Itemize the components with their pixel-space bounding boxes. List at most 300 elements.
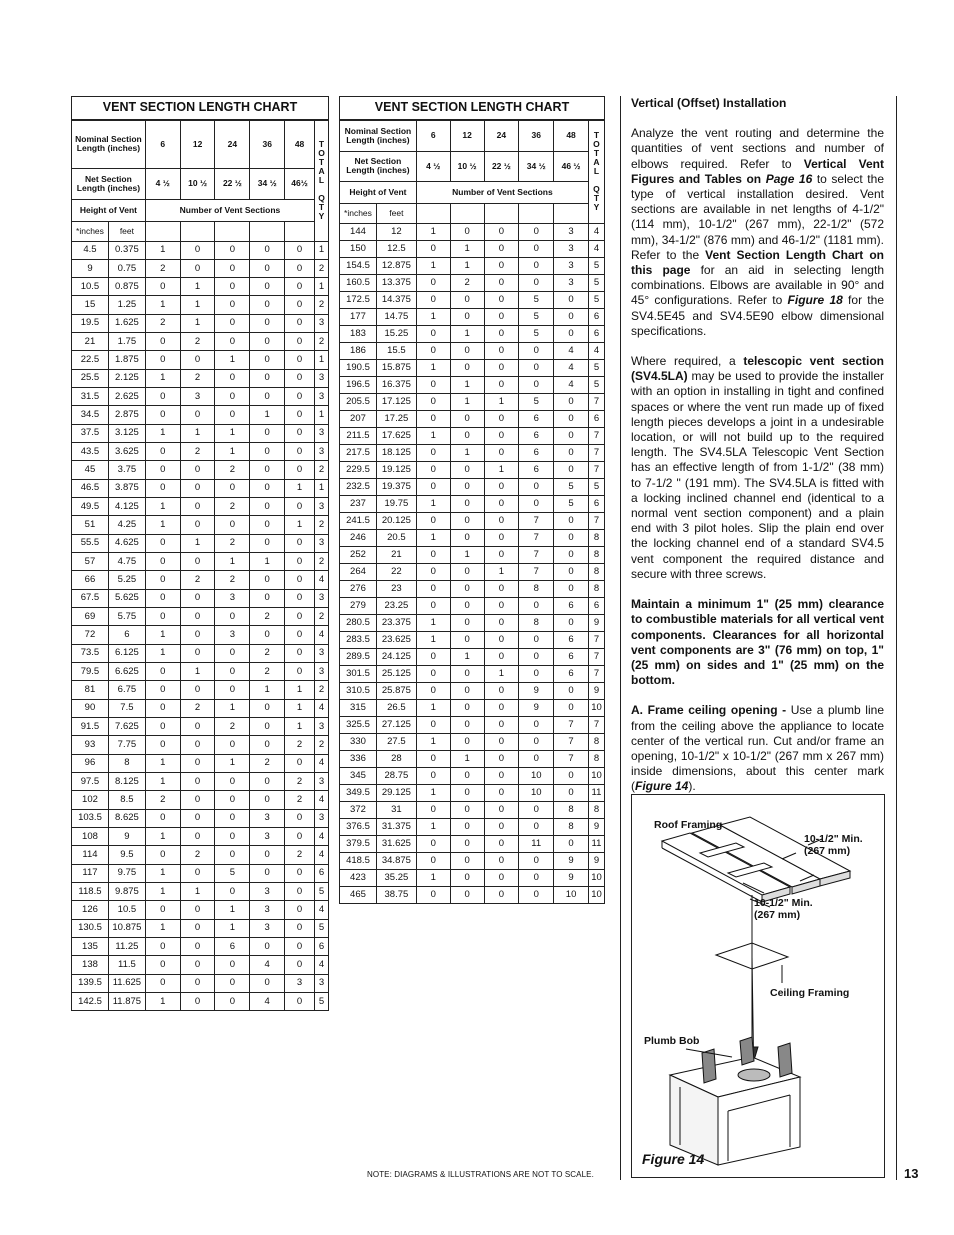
section-count-cell: 0 — [554, 563, 589, 580]
section-count-cell: 5 — [215, 864, 250, 882]
section-count-cell: 1 — [180, 663, 215, 681]
section-count-cell: 10 — [554, 886, 589, 903]
height-inches-cell: 345 — [340, 767, 377, 784]
height-feet-cell: 34.875 — [376, 852, 416, 869]
section-count-cell: 10 — [519, 784, 554, 801]
section-count-cell: 1 — [180, 296, 215, 314]
height-inches-cell: 91.5 — [72, 718, 109, 736]
section-count-cell: 0 — [215, 681, 250, 699]
height-feet-cell: 0.75 — [108, 259, 145, 277]
section-count-cell: 2 — [215, 534, 250, 552]
section-count-cell: 6 — [519, 461, 554, 478]
section-count-cell: 2 — [250, 644, 285, 662]
height-feet-cell: 8.625 — [108, 809, 145, 827]
section-count-cell: 0 — [215, 809, 250, 827]
table-row — [72, 919, 329, 937]
section-count-cell: 0 — [215, 259, 250, 277]
section-count-cell: 1 — [484, 563, 519, 580]
height-feet-cell: 8 — [108, 754, 145, 772]
total-qty-letter: T — [318, 202, 325, 213]
height-feet-cell: 14.75 — [376, 308, 416, 325]
section-count-cell: 0 — [416, 546, 450, 563]
section-count-cell: 0 — [215, 773, 250, 791]
section-count-cell: 0 — [519, 716, 554, 733]
height-feet-cell: 11.25 — [108, 937, 145, 955]
height-inches-cell: 336 — [340, 750, 377, 767]
section-count-cell: 0 — [484, 631, 519, 648]
section-count-cell: 1 — [145, 424, 180, 442]
section-count-cell: 1 — [450, 325, 484, 342]
height-inches-cell: 310.5 — [340, 682, 377, 699]
section-count-cell: 0 — [416, 716, 450, 733]
height-feet-cell: 28 — [376, 750, 416, 767]
total-qty-cell: 4 — [588, 240, 604, 257]
section-count-cell: 0 — [554, 529, 589, 546]
table-row — [340, 580, 605, 597]
section-count-cell: 0 — [416, 274, 450, 291]
section-count-cell: 3 — [215, 626, 250, 644]
section-count-cell: 0 — [180, 626, 215, 644]
section-count-cell: 9 — [519, 682, 554, 699]
total-qty-cell: 3 — [315, 644, 329, 662]
height-feet-cell: 9.75 — [108, 864, 145, 882]
section-count-cell: 0 — [215, 974, 250, 992]
section-count-cell: 1 — [416, 308, 450, 325]
section-count-cell: 0 — [416, 648, 450, 665]
section-count-cell: 0 — [285, 498, 315, 516]
section-count-cell: 0 — [215, 388, 250, 406]
section-count-cell: 0 — [285, 296, 315, 314]
height-inches-cell: 160.5 — [340, 274, 377, 291]
height-inches-cell: 34.5 — [72, 406, 109, 424]
total-qty-cell: 9 — [588, 682, 604, 699]
table-row — [72, 351, 329, 369]
section-count-cell: 0 — [250, 937, 285, 955]
table-row — [72, 699, 329, 717]
section-count-cell: 5 — [519, 308, 554, 325]
total-qty-cell: 7 — [588, 665, 604, 682]
height-inches-cell: 51 — [72, 516, 109, 534]
section-count-cell: 0 — [484, 801, 519, 818]
section-count-cell: 0 — [250, 589, 285, 607]
section-count-cell: 1 — [180, 424, 215, 442]
section-count-cell: 1 — [285, 699, 315, 717]
section-count-cell: 0 — [484, 291, 519, 308]
nominal-value: 24 — [484, 120, 519, 151]
height-feet-cell: 17.625 — [376, 427, 416, 444]
section-count-cell: 0 — [450, 597, 484, 614]
section-count-cell: 0 — [250, 864, 285, 882]
table-row — [340, 274, 605, 291]
table-row — [340, 750, 605, 767]
table-row — [72, 718, 329, 736]
section-count-cell: 0 — [285, 314, 315, 332]
height-inches-cell: 217.5 — [340, 444, 377, 461]
section-count-cell: 3 — [250, 901, 285, 919]
height-inches-cell: 418.5 — [340, 852, 377, 869]
dimension-label-top: 10-1/2" Min. (267 mm) — [804, 833, 863, 857]
height-inches-cell: 66 — [72, 571, 109, 589]
section-count-cell: 0 — [416, 563, 450, 580]
section-count-cell: 11 — [519, 835, 554, 852]
total-qty-cell: 11 — [588, 835, 604, 852]
section-count-cell: 0 — [450, 869, 484, 886]
height-inches-cell: 97.5 — [72, 773, 109, 791]
text-run: may be used to provide the installer with an option in installing in tight and confined spaces or where the vent run made up of fixed length pieces develops a joint in a undesirable location, or will not build up to the required length. The SV4.5LA Telescopic Vent Section has an effective length of from 1-1/2" (38 mm) to 7-1/2 " (191 mm). The SV4.5LA is fitted with a locking inclined channel end (identical to a normal vent section component) and a plain end with 3 pilot holes. Slip the plain end over the locking channel end of a standard SV4.5 vent component the required distance and secure with three screws. — [631, 369, 884, 581]
nominal-value: 12 — [180, 120, 215, 168]
section-count-cell: 0 — [250, 351, 285, 369]
height-feet-cell: 31.375 — [376, 818, 416, 835]
ceiling-framing-label: Ceiling Framing — [770, 987, 850, 999]
section-count-cell: 0 — [285, 589, 315, 607]
section-count-cell: 0 — [250, 388, 285, 406]
section-count-cell: 0 — [450, 529, 484, 546]
height-feet-cell: 20.125 — [376, 512, 416, 529]
total-qty-cell: 3 — [315, 424, 329, 442]
total-qty-cell: 10 — [588, 767, 604, 784]
section-count-cell: 0 — [484, 495, 519, 512]
height-inches-cell: 283.5 — [340, 631, 377, 648]
text-run: A. Frame ceiling opening - — [631, 703, 791, 718]
table-row — [72, 241, 329, 259]
section-count-cell: 0 — [416, 750, 450, 767]
section-count-cell: 0 — [416, 410, 450, 427]
section-count-cell: 0 — [519, 495, 554, 512]
section-count-cell: 5 — [554, 478, 589, 495]
height-feet-cell: 15.25 — [376, 325, 416, 342]
instructions-column — [631, 96, 884, 810]
section-count-cell: 0 — [484, 223, 519, 240]
section-count-cell: 0 — [215, 516, 250, 534]
section-count-cell: 2 — [180, 369, 215, 387]
total-qty-cell: 8 — [588, 733, 604, 750]
section-count-cell: 0 — [450, 886, 484, 903]
section-count-cell: 0 — [180, 864, 215, 882]
section-count-cell: 0 — [484, 835, 519, 852]
section-count-cell: 3 — [250, 809, 285, 827]
section-count-cell: 0 — [519, 359, 554, 376]
section-count-cell: 0 — [180, 479, 215, 497]
height-feet-cell: 27.125 — [376, 716, 416, 733]
height-feet-cell: 8.5 — [108, 791, 145, 809]
height-feet-cell: 15.875 — [376, 359, 416, 376]
table-row — [72, 974, 329, 992]
section-count-cell: 1 — [215, 424, 250, 442]
total-qty-cell: 5 — [315, 992, 329, 1010]
section-count-cell: 2 — [180, 443, 215, 461]
height-feet-cell: 17.25 — [376, 410, 416, 427]
section-count-cell: 0 — [250, 259, 285, 277]
section-count-cell: 1 — [416, 257, 450, 274]
total-qty-cell: 9 — [588, 614, 604, 631]
height-feet-cell: 5.625 — [108, 589, 145, 607]
height-feet-cell: 35.25 — [376, 869, 416, 886]
height-feet-cell: 11.625 — [108, 974, 145, 992]
table-row — [340, 818, 605, 835]
section-count-cell: 1 — [450, 240, 484, 257]
section-count-cell: 9 — [519, 699, 554, 716]
height-inches-cell: 45 — [72, 461, 109, 479]
section-count-cell: 2 — [145, 314, 180, 332]
section-count-cell: 0 — [450, 665, 484, 682]
section-count-cell: 0 — [450, 342, 484, 359]
section-count-cell: 0 — [145, 736, 180, 754]
section-count-cell: 0 — [519, 342, 554, 359]
total-qty-cell: 4 — [588, 223, 604, 240]
height-inches-cell: 190.5 — [340, 359, 377, 376]
section-count-cell: 0 — [215, 241, 250, 259]
table-row — [340, 869, 605, 886]
height-inches-cell: 9 — [72, 259, 109, 277]
section-count-cell: 0 — [215, 663, 250, 681]
section-count-cell: 0 — [416, 682, 450, 699]
section-count-cell: 4 — [554, 342, 589, 359]
section-count-cell: 2 — [285, 846, 315, 864]
section-count-cell: 0 — [450, 495, 484, 512]
section-count-cell: 0 — [215, 956, 250, 974]
height-inches-cell: 211.5 — [340, 427, 377, 444]
section-count-cell: 0 — [180, 461, 215, 479]
height-inches-cell: 43.5 — [72, 443, 109, 461]
section-count-cell: 0 — [484, 614, 519, 631]
section-count-cell: 0 — [484, 852, 519, 869]
height-inches-cell: 10.5 — [72, 278, 109, 296]
section-count-cell: 0 — [180, 718, 215, 736]
section-count-cell: 6 — [554, 648, 589, 665]
section-count-cell: 0 — [250, 773, 285, 791]
table-row — [340, 699, 605, 716]
total-qty-cell: 1 — [315, 278, 329, 296]
total-qty-cell: 5 — [315, 919, 329, 937]
section-count-cell: 0 — [484, 342, 519, 359]
roof-framing-label: Roof Framing — [654, 819, 723, 831]
total-qty-letter: L — [318, 175, 325, 186]
section-count-cell: 0 — [484, 274, 519, 291]
section-count-cell: 0 — [519, 257, 554, 274]
section-count-cell: 1 — [215, 443, 250, 461]
total-qty-cell: 8 — [588, 563, 604, 580]
section-count-cell: 0 — [416, 240, 450, 257]
height-inches-cell: 108 — [72, 828, 109, 846]
total-qty-cell: 2 — [315, 461, 329, 479]
height-feet-cell: 3.125 — [108, 424, 145, 442]
section-count-cell: 0 — [285, 919, 315, 937]
section-count-cell: 1 — [450, 257, 484, 274]
table-row — [340, 444, 605, 461]
height-inches-cell: 301.5 — [340, 665, 377, 682]
section-count-cell: 0 — [285, 992, 315, 1010]
section-count-cell: 0 — [215, 791, 250, 809]
total-qty-letter: T — [593, 148, 600, 159]
total-qty-cell: 4 — [315, 901, 329, 919]
height-feet-cell: 3.875 — [108, 479, 145, 497]
section-count-cell: 0 — [250, 278, 285, 296]
feet-label: feet — [376, 203, 416, 223]
section-count-cell: 0 — [250, 699, 285, 717]
section-count-cell: 0 — [554, 393, 589, 410]
section-count-cell: 1 — [285, 681, 315, 699]
height-feet-cell: 12.875 — [376, 257, 416, 274]
height-inches-cell: 376.5 — [340, 818, 377, 835]
height-inches-cell: 139.5 — [72, 974, 109, 992]
total-qty-cell: 6 — [588, 308, 604, 325]
section-count-cell: 0 — [180, 754, 215, 772]
height-feet-cell: 8.125 — [108, 773, 145, 791]
section-count-cell: 1 — [145, 882, 180, 900]
net-value: 46 ½ — [554, 151, 589, 181]
section-count-cell: 2 — [250, 608, 285, 626]
section-count-cell: 0 — [215, 406, 250, 424]
section-count-cell: 6 — [519, 444, 554, 461]
total-qty-cell: 3 — [315, 498, 329, 516]
table-row — [72, 534, 329, 552]
height-feet-cell: 4.25 — [108, 516, 145, 534]
nominal-value: 12 — [450, 120, 484, 151]
section-count-cell: 2 — [145, 259, 180, 277]
section-count-cell: 0 — [416, 376, 450, 393]
section-count-cell: 0 — [250, 626, 285, 644]
total-qty-cell: 7 — [588, 716, 604, 733]
nominal-value: 24 — [215, 120, 250, 168]
section-count-cell: 0 — [145, 956, 180, 974]
section-count-cell: 8 — [554, 818, 589, 835]
section-count-cell: 0 — [180, 516, 215, 534]
nominal-value: 6 — [145, 120, 180, 168]
section-count-cell: 1 — [416, 614, 450, 631]
section-count-cell: 0 — [145, 681, 180, 699]
table-row — [340, 359, 605, 376]
section-count-cell: 4 — [554, 376, 589, 393]
height-inches-cell: 205.5 — [340, 393, 377, 410]
section-count-cell: 2 — [250, 754, 285, 772]
section-count-cell: 2 — [180, 699, 215, 717]
section-count-cell: 0 — [519, 665, 554, 682]
section-count-cell: 1 — [145, 241, 180, 259]
column-divider — [896, 96, 897, 1180]
text-run: Page 16 — [765, 171, 813, 186]
section-count-cell: 0 — [484, 546, 519, 563]
section-count-cell: 2 — [180, 333, 215, 351]
height-feet-cell: 1.625 — [108, 314, 145, 332]
section-count-cell: 0 — [250, 241, 285, 259]
total-qty-cell: 3 — [315, 589, 329, 607]
height-inches-cell: 183 — [340, 325, 377, 342]
height-inches-cell: 229.5 — [340, 461, 377, 478]
figure-caption: Figure 14 — [642, 1151, 705, 1167]
section-count-cell: 1 — [145, 626, 180, 644]
total-qty-cell: 6 — [315, 937, 329, 955]
section-count-cell: 0 — [554, 512, 589, 529]
table-row — [340, 240, 605, 257]
section-count-cell: 0 — [450, 818, 484, 835]
section-count-cell: 1 — [215, 919, 250, 937]
height-inches-cell: 372 — [340, 801, 377, 818]
table-row — [340, 529, 605, 546]
height-inches-cell: 72 — [72, 626, 109, 644]
total-qty-cell: 6 — [588, 597, 604, 614]
section-count-cell: 0 — [450, 682, 484, 699]
section-count-cell: 0 — [519, 801, 554, 818]
section-count-cell: 6 — [519, 427, 554, 444]
section-count-cell: 7 — [519, 529, 554, 546]
section-count-cell: 1 — [145, 828, 180, 846]
section-count-cell: 8 — [554, 801, 589, 818]
table-row — [72, 589, 329, 607]
table-row — [340, 716, 605, 733]
section-count-cell: 6 — [554, 631, 589, 648]
height-inches-cell: 69 — [72, 608, 109, 626]
section-count-cell: 0 — [416, 852, 450, 869]
section-count-cell: 1 — [145, 992, 180, 1010]
section-count-cell: 0 — [285, 553, 315, 571]
total-qty-cell: 3 — [315, 369, 329, 387]
height-inches-cell: 103.5 — [72, 809, 109, 827]
section-count-cell: 0 — [285, 956, 315, 974]
section-count-cell: 0 — [450, 852, 484, 869]
height-inches-cell: 138 — [72, 956, 109, 974]
height-inches-cell: 252 — [340, 546, 377, 563]
text-run: ). — [688, 779, 696, 794]
section-count-cell: 0 — [215, 828, 250, 846]
section-count-cell: 0 — [484, 325, 519, 342]
section-count-cell: 0 — [180, 736, 215, 754]
height-inches-cell: 246 — [340, 529, 377, 546]
table-row — [72, 754, 329, 772]
section-count-cell: 0 — [180, 498, 215, 516]
height-feet-cell: 5.25 — [108, 571, 145, 589]
section-count-cell: 0 — [180, 259, 215, 277]
section-count-cell: 0 — [484, 682, 519, 699]
section-count-cell: 0 — [450, 478, 484, 495]
table-row — [340, 563, 605, 580]
section-count-cell: 1 — [285, 479, 315, 497]
section-count-cell: 2 — [215, 718, 250, 736]
height-feet-cell: 15.5 — [376, 342, 416, 359]
section-count-cell: 0 — [416, 665, 450, 682]
section-count-cell: 0 — [145, 718, 180, 736]
height-feet-cell: 16.375 — [376, 376, 416, 393]
height-inches-cell: 279 — [340, 597, 377, 614]
section-count-cell: 0 — [145, 589, 180, 607]
height-inches-cell: 49.5 — [72, 498, 109, 516]
section-count-cell: 0 — [450, 835, 484, 852]
section-count-cell: 0 — [215, 369, 250, 387]
section-count-cell: 1 — [285, 516, 315, 534]
section-count-cell: 0 — [484, 648, 519, 665]
height-inches-cell: 22.5 — [72, 351, 109, 369]
height-inches-cell: 21 — [72, 333, 109, 351]
section-count-cell: 0 — [180, 901, 215, 919]
height-feet-cell: 5.75 — [108, 608, 145, 626]
height-feet-cell: 10.5 — [108, 901, 145, 919]
text-run: Use a plumb line from the ceiling above the appliance to locate center of the vertical run. Cut and/or frame an opening, 10-1/2" x 10-1/2" (267 mm x 267 mm) inside dimensions, about this center mark ( — [631, 703, 884, 794]
section-count-cell: 0 — [416, 886, 450, 903]
section-count-cell: 0 — [450, 801, 484, 818]
section-count-cell: 0 — [416, 325, 450, 342]
table-row — [72, 424, 329, 442]
section-count-cell: 0 — [285, 754, 315, 772]
table-row — [340, 682, 605, 699]
section-count-cell: 0 — [180, 241, 215, 259]
total-qty-cell: 1 — [315, 406, 329, 424]
height-inches-cell: 117 — [72, 864, 109, 882]
height-feet-cell: 13.375 — [376, 274, 416, 291]
vent-section-length-chart-right — [339, 96, 605, 904]
total-qty-cell: 1 — [315, 351, 329, 369]
total-qty-cell: 11 — [588, 784, 604, 801]
table-row — [72, 791, 329, 809]
net-value: 46½ — [285, 168, 315, 199]
